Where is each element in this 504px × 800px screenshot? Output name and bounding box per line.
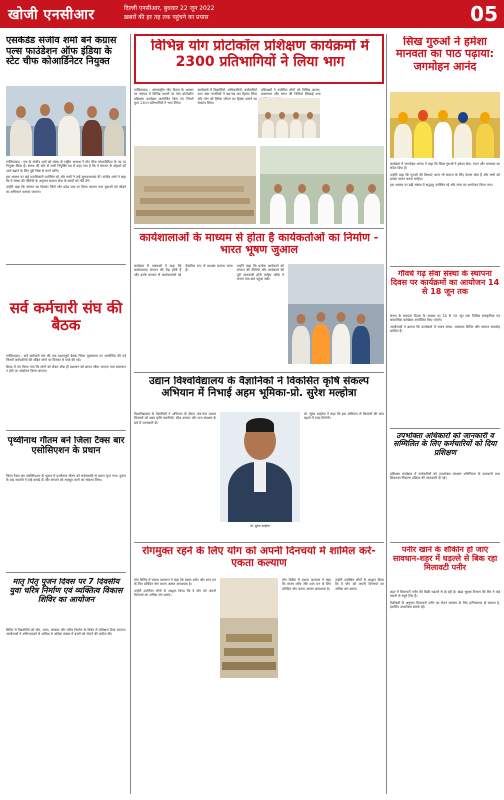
panipat-body: शहर में मिलावटी पनीर की बिक्री धड़ल्ले से हो रही है। खाद्य सुरक्षा विभाग की टीम ने कई स्थानों से नमूने लिए हैं। विशेषज्ञों के अनुसार मिलावटी पनीर का सेवन स्वास्थ्य के लिए हानिकारक हो सकता है, इसलिए उपभोक्ता सतर्क रहें। [390,590,500,609]
masthead-tagline: ख़बरों की हर तह तक पहुंचने का प्रयास [124,14,209,21]
camp-body: शिविर में विद्यार्थियों को योग, ध्यान, संस्कार और चरित्र निर्माण के विषय में प्रशिक्षण दिया जाएगा। आयोजकों ने अभिभावकों से अधिक से अधिक संख्या में बच्चों को भेजने की अपील की। [6,628,126,637]
sikh-body: कार्यक्रम में जगमोहन आनंद ने कहा कि सिख गुरुओं ने हमेशा सेवा, त्याग और मानवता का संदेश दिया है। उन्होंने कहा कि गुरुओं की शिक्षाएं आज भी समाज के लिए प्रेरणा स्रोत हैं और सभी को इनका पालन करना चाहिए। इस अवसर पर बड़ी संख्या में श्रद्धालु उपस्थित रहे और लंगर का आयोजन किया गया। [390,162,500,188]
divider [390,542,500,543]
divider [390,428,500,429]
sanjeev-photo [6,86,126,156]
rogmukt-body: योग शिविर में एकता कल्याण ने कहा कि स्वस्थ शरीर और शांत मन के लिए प्रतिदिन योग करना अत्यंत आवश्यक है। उन्होंने उपस्थित लोगों से आह्वान किया कि वे योग को अपनी दिनचर्या का अभिन्न अंग बनाएं। [134,578,216,597]
yoga-headline-box [134,34,384,84]
divider [134,542,384,543]
masthead-meta [124,4,215,22]
workshop-photo [288,264,384,364]
column-divider [130,34,131,794]
divider [390,266,500,267]
page-number: 05 [470,2,498,26]
pruthviraj-body: जिला टैक्स बार एसोसिएशन के चुनाव में पृथ्वीनाथ गौतम को सर्वसम्मति से प्रधान चुना गया। चुनाव के बाद सदस्यों ने उन्हें बधाई दी और संगठन को मज़बूत करने का संकल्प लिया। [6,474,126,483]
rogmukt-photo [220,578,278,678]
karmachari-body: गाज़ियाबाद : सर्व कर्मचारी संघ की एक महत्वपूर्ण बैठक जिला मुख्यालय पर आयोजित की गई जिसमें कर्मचारियों की लंबित मांगों पर विस्तार से चर्चा की गई। बैठक में तय किया गया कि मांगों को लेकर शीघ्र ही प्रशासन को ज्ञापन सौंपा जाएगा तथा समाधान न होने पर आंदोलन किया जाएगा। [6,354,126,373]
scientist-caption: प्रो. सुरेश मल्होत्रा [250,524,270,528]
karmachari-headline: सर्व कर्मचारी संघ की बैठक [9,300,123,334]
divider [6,572,126,573]
upbhokta-body: प्रशिक्षण कार्यक्रम में कर्मचारियों को उपभोक्ता संरक्षण अधिनियम के प्रावधानों तथा शिकायत निवारण प्रक्रिया की जानकारी दी गई। [390,472,500,481]
sikh-photo [390,92,500,158]
yoga-body: गाज़ियाबाद : अंतरराष्ट्रीय योग दिवस के अवसर पर जनपद में विभिन्न स्थानों पर योग प्रोटोकॉल प्रशिक्षण कार्यक्रम आयोजित किए गए जिनमें कुल 2300 प्रतिभागियों ने भाग लिया। कार्यक्रमों में विद्यार्थियों, अधिकारियों, कर्मचारियों तथा आम नागरिकों ने बढ़-चढ़ कर हिस्सा लिया और योग को दैनिक जीवन का हिस्सा बनाने का संकल्प लिया। प्रशिक्षकों ने उपस्थित लोगों को विभिन्न आसन, प्राणायाम और ध्यान की विधियां सिखाईं तथा [134,88,321,105]
rogmukt-headline: रोगमुक्त रहने के लिए योग को अपनी दिनचर्या में शामिल करें-एकता कल्याण [142,546,376,569]
pruthviraj-headline: पृथ्वीनाथ गौतम बने जिला टैक्स बार एसोसिएशन के प्रधान [7,436,125,457]
newspaper-title: खोजी एनसीआर [8,7,95,23]
divider [134,228,384,229]
yoga-photo-side [260,146,384,224]
panipat-headline: पनीर खाने के शौकीन हो जाएं सावधान-शहर में धड़ल्ले से बिक रहा मिलावटी पनीर [392,546,498,572]
workshop-body: कार्यक्रम में वक्ताओं ने कहा कि कार्यशालाएं संगठन की रीढ़ होती हैं और इनके माध्यम से कार्यकर्ताओं को वैचारिक रूप से सशक्त बनाया जाता है। उन्होंने कहा कि प्रत्येक कार्यकर्ता को संगठन की नीतियों और कार्यक्रमों की पूरी जानकारी होनी चाहिए ताकि वे जनता तक बात पहुंचा सकें। [134,264,284,281]
gauvardh-body: संस्था के स्थापना दिवस के अवसर पर 14 से 18 जून तक विभिन्न सांस्कृतिक एवं सामाजिक कार्यक्रम आयोजित किए जाएंगे। आयोजकों ने बताया कि कार्यक्रमों में भजन संध्या, रक्तदान शिविर और सम्मान समारोह शामिल हैं। [390,314,500,333]
scientist-headline: उद्यान विश्वविद्यालय के वैज्ञानिकों ने विकसित कृषि संकल्प अभियान में निभाई अहम भूमिका-प्रो. सुरेश मल्होत्रा [149,376,369,399]
upbhokta-headline: उपभोक्ता अधिकारों को जानकारी व सम्मिलित के लिए कर्मचारियों को दिया प्रशिक्षण [393,432,497,457]
scientist-photo [220,412,300,522]
rogmukt-body-right: योग शिविर में एकता कल्याण ने कहा कि स्वस्थ शरीर और शांत मन के लिए प्रतिदिन योग करना अत्यंत आवश्यक है। उन्होंने उपस्थित लोगों से आह्वान किया कि वे योग को अपनी दिनचर्या का अभिन्न अंग बनाएं। [282,578,384,591]
masthead-date: दिल्ली एनसीआर, बुधवार 22 जून 2022 [124,5,215,12]
scientist-body-left: विश्वविद्यालय के वैज्ञानिकों ने अभियान के दौरान गांव-गांव जाकर किसानों को उन्नत कृषि तकनीकों, बीज उपचार और जल संरक्षण के बारे में जानकारी दी। [134,412,216,425]
divider [6,430,126,431]
workshop-headline: कार्यशालाओं के माध्यम से होता है कार्यकर्ताओं का निर्माण - भारत भूषण जुआल [139,232,379,257]
divider [6,264,126,265]
sanjeev-body: गाज़ियाबाद : एस के संजीव शर्मा को संस्था के राष्ट्रीय अध्यक्ष ने स्टेट चीफ कोआर्डिनेटर के पद पर नियुक्त किया है। संस्था की ओर से जारी नियुक्ति पत्र में कहा गया है कि वे संगठन के उद्देश्यों को आगे बढ़ाने के लिए पूरी निष्ठा से कार्य करेंगे। इस अवसर पर कई पदाधिकारी उपस्थित रहे और सभी ने उन्हें शुभकामनाएं दीं। संजीव शर्मा ने कहा कि वे संस्था की नीतियों के अनुसार समाज सेवा के कार्यों को गति देंगे। उन्होंने कहा कि संगठन का विस्तार जिले और प्रदेश स्तर पर किया जाएगा तथा युवाओं को जोड़ने का अभियान चलाया जाएगा। [6,160,126,194]
gauvardh-headline-display: गौवर्ध गढ़ सेवा संस्था के स्थापना दिवस पर कार्यक्रमों का आयोजन 14 से 18 जून तक [390,270,500,296]
scientist-body-right: प्रो. सुरेश मल्होत्रा ने कहा कि इस अभियान से किसानों की आय बढ़ाने में मदद मिलेगी। [304,412,384,421]
masthead [0,0,504,28]
sanjeev-headline: एसकेडेड संजीव शर्मा बने कंग्रास पल्स फाउंडेशन ऑफ इंडिया के स्टेट चीफ कोआर्डिनेटर नियुक्त [6,36,117,68]
yoga-headline: विभिन्न योग प्रोटोकॉल प्रशिक्षण कार्यक्रमों में 2300 प्रतिभागियों ने लिया भाग [151,39,369,70]
column-divider [386,34,387,794]
divider [134,372,384,373]
yoga-photo-top [258,98,320,138]
sikh-headline: सिख गुरुओं ने हमेशा मानवता का पाठ पढ़ाया: जगमोहन आनंद [396,36,494,73]
camp-headline: मातृ पितृ पूजन दिवस पर 7 दिवसीय युवा चरित्र निर्माण एवं व्यक्तित्व विकास शिविर का आयोजन [9,578,123,604]
yoga-photo-main [134,146,256,224]
